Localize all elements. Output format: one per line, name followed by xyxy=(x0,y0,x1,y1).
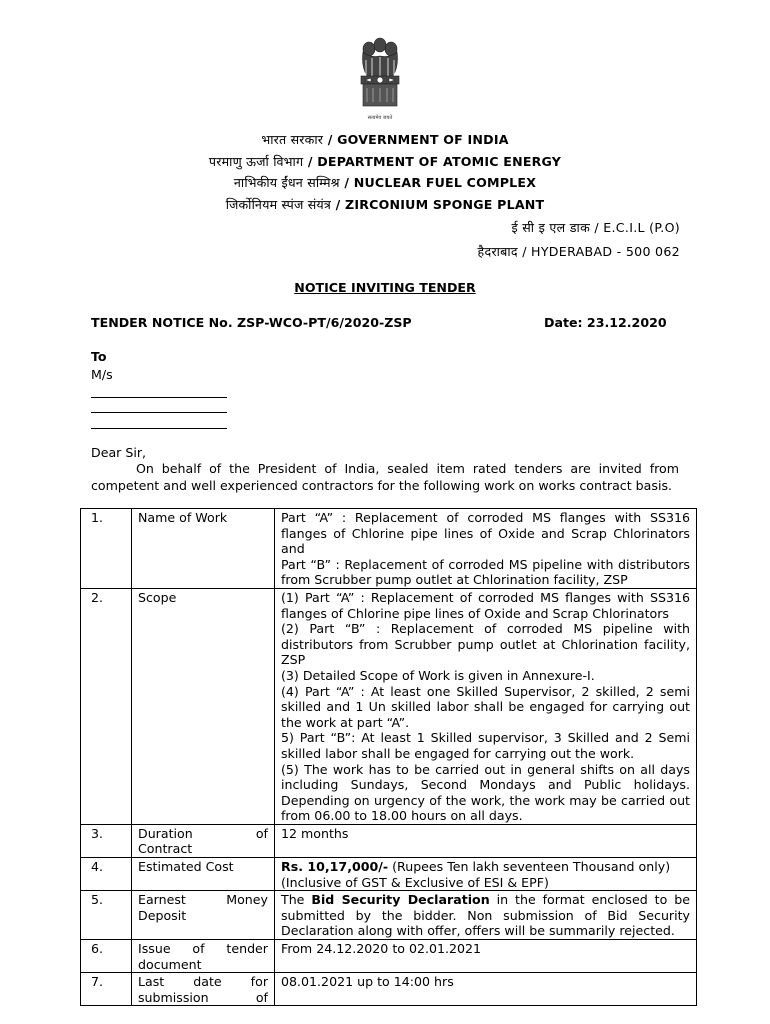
estimated-cost-note: (Inclusive of GST & Exclusive of ESI & EPF) xyxy=(281,874,549,890)
row-label xyxy=(132,824,275,857)
svg-text:सत्यमेव जयते: सत्यमेव जयते xyxy=(367,115,393,121)
table-row xyxy=(81,509,697,589)
row-label: Name of Work xyxy=(132,509,275,589)
header-hindi-government: भारत सरकार xyxy=(261,132,324,147)
national-emblem-logo xyxy=(357,36,403,122)
row-number: 7. xyxy=(81,973,132,1006)
address-post-office: ई सी इ एल डाक / E.C.I.L (P.O) xyxy=(511,220,680,235)
header-line-department xyxy=(0,153,770,170)
bid-security-declaration: Bid Security Declaration xyxy=(311,892,490,908)
address-blank-line xyxy=(91,428,227,429)
row-value: Part “A” : Replacement of corroded MS flanges with SS316 flanges of Chlorine pipe lines of Oxide and Scrap Chlorinators and Part “B” : Replacement of corroded MS pipeline with distributors from Scrubber pump outlet at Chlorination facility, ZSP xyxy=(275,509,697,589)
tender-details-table xyxy=(80,508,697,1006)
row-number: 2. xyxy=(81,588,132,824)
table-row xyxy=(81,940,697,973)
notice-title-text: NOTICE INVITING TENDER xyxy=(294,280,476,295)
header-line-plant xyxy=(0,196,770,213)
row-value xyxy=(275,858,697,891)
emd-text-rest: in the format enclosed to be submitted by the bidder. Non submission of Bid Security Declaration along with offer, offers will be summarily rejected. xyxy=(281,892,690,939)
address-blank-line xyxy=(91,397,227,398)
table-row xyxy=(81,588,697,824)
header-english-nfc: / NUCLEAR FUEL COMPLEX xyxy=(339,175,537,190)
row-label-line1: Issue of tender xyxy=(138,941,268,957)
table-row xyxy=(81,891,697,940)
row-value: (1) Part “A” : Replacement of corroded MS flanges with SS316 flanges of Chlorine pipe lines of Oxide and Scrap Chlorinators (2) Part “B” : Replacement of corroded MS pipeline with distributors from Scrubber pump outlet at Chlorination facility, ZSP (3) Detailed Scope of Work is given in Annexure-I. (4) Part “A” : At least one Skilled Supervisor, 2 skilled, 2 semi skilled and 1 Un skilled labor shall be engaged for carrying out the work at part “A”. 5) Part “B”: At least 1 Skilled supervisor, 3 Skilled and 2 Semi skilled labor shall be engaged for carrying out the work. (5) The work has to be carried out in general shifts on all days including Sundays, Second Mondays and Public holidays. Depending on urgency of the work, the work may be carried out from 06.00 to 18.00 hours on all days. xyxy=(275,588,697,824)
table-row xyxy=(81,858,697,891)
row-label-line1: Duration of xyxy=(138,825,268,841)
row-label xyxy=(132,940,275,973)
row-value xyxy=(275,891,697,940)
row-label-line1: Last date for xyxy=(138,974,268,990)
row-label-line2: document xyxy=(138,956,202,972)
row-value: From 24.12.2020 to 02.01.2021 xyxy=(275,940,697,973)
row-number: 6. xyxy=(81,940,132,973)
emd-text-pre: The xyxy=(281,892,312,908)
header-line-nfc xyxy=(0,174,770,191)
row-label: Estimated Cost xyxy=(132,858,275,891)
row-number: 4. xyxy=(81,858,132,891)
addressee-ms: M/s xyxy=(91,367,113,382)
address-blank-line xyxy=(91,412,227,413)
header-english-department: / DEPARTMENT OF ATOMIC ENERGY xyxy=(303,154,562,169)
row-label-line2: Deposit xyxy=(138,907,187,923)
row-value: 08.01.2021 up to 14:00 hrs xyxy=(275,973,697,1006)
row-label: Scope xyxy=(132,588,275,824)
tender-date: Date: 23.12.2020 xyxy=(544,315,667,330)
table-row xyxy=(81,824,697,857)
row-label xyxy=(132,891,275,940)
body-line-2: competent and well experienced contractors for the following work on works contract basis. xyxy=(91,477,673,493)
table-row xyxy=(81,973,697,1006)
address-city: हैदराबाद / HYDERABAD - 500 062 xyxy=(477,244,680,259)
body-line-1: On behalf of the President of India, sealed item rated tenders are invited from xyxy=(136,461,679,476)
notice-title xyxy=(0,280,770,295)
row-value: 12 months xyxy=(275,824,697,857)
row-label xyxy=(132,973,275,1006)
header-hindi-nfc: नाभिकीय ईंधन सम्मिश्र xyxy=(233,175,340,190)
body-paragraph xyxy=(91,461,679,494)
estimated-cost-amount: Rs. 10,17,000/- xyxy=(281,859,389,875)
row-number: 1. xyxy=(81,509,132,589)
addressee-to: To xyxy=(91,349,107,364)
header-hindi-plant: जिर्कोनियम स्पंज संयंत्र xyxy=(225,197,332,212)
row-number: 3. xyxy=(81,824,132,857)
tender-number: TENDER NOTICE No. ZSP-WCO-PT/6/2020-ZSP xyxy=(91,315,412,330)
header-english-plant: / ZIRCONIUM SPONGE PLANT xyxy=(331,197,545,212)
header-line-government xyxy=(0,131,770,148)
header-english-government: / GOVERNMENT OF INDIA xyxy=(323,132,509,147)
estimated-cost-words: (Rupees Ten lakh seventeen Thousand only) xyxy=(388,859,671,875)
header-hindi-department: परमाणु ऊर्जा विभाग xyxy=(208,154,304,169)
row-label-line1: Earnest Money xyxy=(138,892,268,908)
row-label-line2: Contract xyxy=(138,841,193,857)
salutation: Dear Sir, xyxy=(91,445,147,460)
row-number: 5. xyxy=(81,891,132,940)
row-label-line2: submission of xyxy=(138,989,268,1005)
